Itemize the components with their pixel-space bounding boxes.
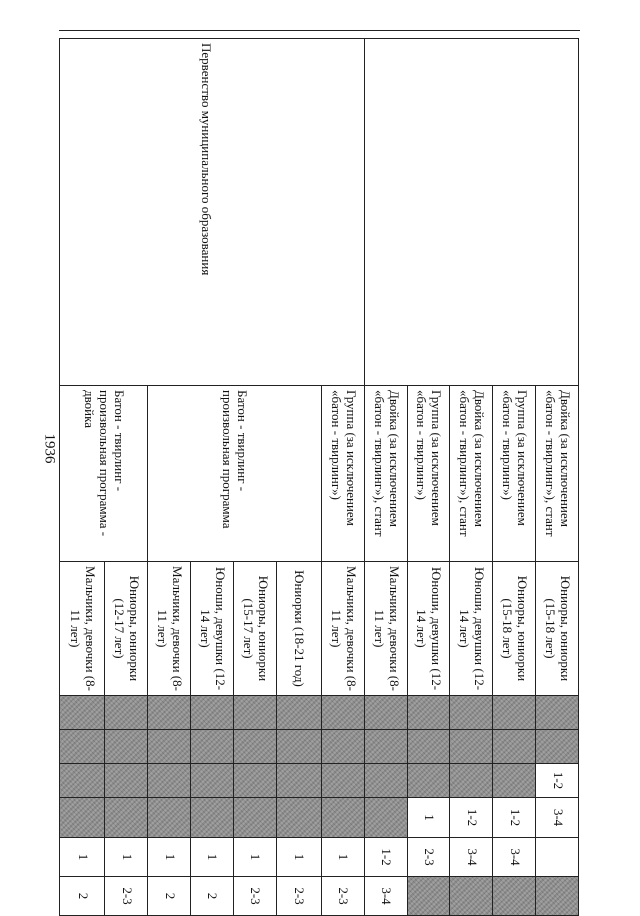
- place-cell: 1: [276, 838, 321, 877]
- shaded-cell: [191, 764, 234, 798]
- discipline-cell: Батон - твирлинг - произвольная программа - двойка: [60, 386, 148, 562]
- shaded-cell: [148, 696, 191, 730]
- shaded-cell: [60, 696, 105, 730]
- place-cell: 1: [105, 838, 148, 877]
- place-cell: 2: [191, 877, 234, 916]
- age-cell: Юниоры, юниорки (15-17 лет): [233, 562, 276, 696]
- age-cell: Юноши, девушки (12-14 лет): [450, 562, 493, 696]
- shaded-cell: [493, 877, 536, 916]
- shaded-cell: [364, 798, 407, 838]
- page-number: 1936: [41, 433, 58, 464]
- competition-table: [59, 38, 579, 916]
- place-cell: 1: [148, 838, 191, 877]
- shaded-cell: [450, 696, 493, 730]
- shaded-cell: [148, 798, 191, 838]
- place-cell: 2-3: [105, 877, 148, 916]
- shaded-cell: [536, 696, 579, 730]
- shaded-cell: [233, 696, 276, 730]
- discipline-cell: Батон - твирлинг - произвольная программа: [148, 386, 322, 562]
- place-cell: 2: [60, 877, 105, 916]
- age-cell: Юноши, девушки (12-14 лет): [407, 562, 450, 696]
- shaded-cell: [60, 764, 105, 798]
- table-row: [536, 39, 579, 916]
- shaded-cell: [321, 730, 364, 764]
- age-cell: Юноши, девушки (12-14 лет): [191, 562, 234, 696]
- shaded-cell: [536, 877, 579, 916]
- place-cell: 1-2: [493, 798, 536, 838]
- shaded-cell: [276, 730, 321, 764]
- place-cell: 2-3: [276, 877, 321, 916]
- shaded-cell: [407, 877, 450, 916]
- shaded-cell: [191, 798, 234, 838]
- shaded-cell: [105, 764, 148, 798]
- shaded-cell: [364, 696, 407, 730]
- shaded-cell: [493, 764, 536, 798]
- shaded-cell: [407, 730, 450, 764]
- place-cell: 1: [60, 838, 105, 877]
- shaded-cell: [493, 696, 536, 730]
- age-cell: Юниоры, юниорки (15-18 лет): [536, 562, 579, 696]
- section-cell-empty: [364, 39, 578, 386]
- discipline-cell: Двойка (за исключением «батон - твирлинг»), стант: [450, 386, 493, 562]
- age-cell: Юниоры, юниорки (12-17 лет): [105, 562, 148, 696]
- shaded-cell: [148, 730, 191, 764]
- shaded-cell: [105, 798, 148, 838]
- discipline-cell: Двойка (за исключением «батон - твирлинг»), стант: [364, 386, 407, 562]
- place-cell: 2: [148, 877, 191, 916]
- shaded-cell: [493, 730, 536, 764]
- shaded-cell: [321, 696, 364, 730]
- age-cell: Юниорки (18-21 год): [276, 562, 321, 696]
- place-cell: 1: [191, 838, 234, 877]
- shaded-cell: [407, 696, 450, 730]
- shaded-cell: [536, 730, 579, 764]
- shaded-cell: [191, 730, 234, 764]
- discipline-cell: Группа (за исключением «батон - твирлинг»): [321, 386, 364, 562]
- age-cell: Мальчики, девочки (8-11 лет): [148, 562, 191, 696]
- place-cell: 3-4: [450, 838, 493, 877]
- place-cell: 2-3: [321, 877, 364, 916]
- shaded-cell: [276, 764, 321, 798]
- shaded-cell: [407, 764, 450, 798]
- shaded-cell: [364, 730, 407, 764]
- place-cell: 1: [407, 798, 450, 838]
- place-cell: 1: [321, 838, 364, 877]
- age-cell: Юниоры, юниорки (15-18 лет): [493, 562, 536, 696]
- table-top-rule: [59, 30, 580, 31]
- place-cell: 1-2: [536, 764, 579, 798]
- empty-cell: [536, 838, 579, 877]
- shaded-cell: [364, 764, 407, 798]
- shaded-cell: [191, 696, 234, 730]
- place-cell: 1-2: [450, 798, 493, 838]
- place-cell: 1-2: [364, 838, 407, 877]
- place-cell: 3-4: [493, 838, 536, 877]
- shaded-cell: [233, 764, 276, 798]
- table-row: [321, 39, 364, 916]
- shaded-cell: [233, 798, 276, 838]
- place-cell: 3-4: [536, 798, 579, 838]
- shaded-cell: [148, 764, 191, 798]
- shaded-cell: [276, 696, 321, 730]
- shaded-cell: [105, 730, 148, 764]
- shaded-cell: [450, 764, 493, 798]
- place-cell: 3-4: [364, 877, 407, 916]
- discipline-cell: Двойка (за исключением «батон - твирлинг»), стант: [536, 386, 579, 562]
- shaded-cell: [450, 730, 493, 764]
- age-cell: Мальчики, девочки (8-11 лет): [60, 562, 105, 696]
- shaded-cell: [450, 877, 493, 916]
- discipline-cell: Группа (за исключением «батон - твирлинг»): [407, 386, 450, 562]
- age-cell: Мальчики, девочки (8-11 лет): [364, 562, 407, 696]
- shaded-cell: [60, 730, 105, 764]
- place-cell: 1: [233, 838, 276, 877]
- place-cell: 2-3: [407, 838, 450, 877]
- shaded-cell: [321, 764, 364, 798]
- rotated-document: [59, 38, 579, 905]
- shaded-cell: [105, 696, 148, 730]
- age-cell: Мальчики, девочки (8-11 лет): [321, 562, 364, 696]
- discipline-cell: Группа (за исключением «батон - твирлинг»): [493, 386, 536, 562]
- section-label: Первенство муниципального образования: [60, 39, 365, 386]
- shaded-cell: [321, 798, 364, 838]
- shaded-cell: [276, 798, 321, 838]
- shaded-cell: [60, 798, 105, 838]
- shaded-cell: [233, 730, 276, 764]
- place-cell: 2-3: [233, 877, 276, 916]
